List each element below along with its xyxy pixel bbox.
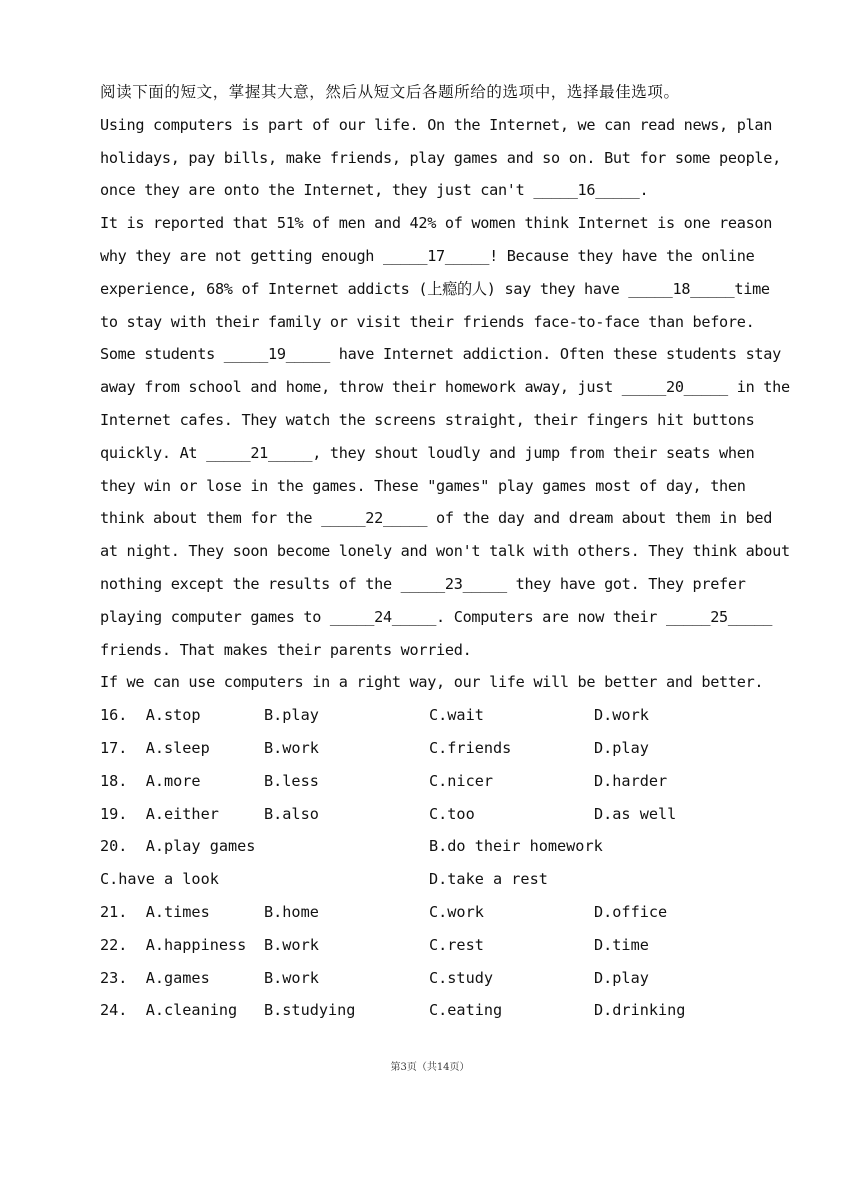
option-cell: B.also xyxy=(264,804,319,823)
option-cell: B.play xyxy=(264,706,319,725)
option-row xyxy=(100,962,765,995)
option-cell: B.less xyxy=(264,771,319,790)
instruction-text: 阅读下面的短文，掌握其大意，然后从短文后各题所给的选项中，选择最佳选项。 xyxy=(100,83,680,101)
option-cell: C.study xyxy=(429,968,494,987)
document-page xyxy=(100,76,790,1027)
option-cell: B.home xyxy=(264,902,319,921)
option-row xyxy=(100,863,765,896)
passage-line: think about them for the _____22_____ of the day and dream about them in bed xyxy=(100,509,773,528)
option-cell: B.work xyxy=(264,738,319,757)
passage-line: why they are not getting enough _____17_____! Because they have the online xyxy=(100,246,755,265)
passage-line: away from school and home, throw their homework away, just _____20_____ in the xyxy=(100,378,790,397)
option-cell: D.take a rest xyxy=(429,870,548,889)
option-cell: D.play xyxy=(594,968,649,987)
option-cell: D.harder xyxy=(594,771,668,790)
option-cell: 18. A.more xyxy=(100,771,201,790)
passage-line: Using computers is part of our life. On the Internet, we can read news, plan xyxy=(100,115,773,134)
option-cell: 17. A.sleep xyxy=(100,738,210,757)
passage xyxy=(100,109,790,699)
option-cell: D.office xyxy=(594,902,668,921)
option-row xyxy=(100,699,765,732)
passage-line: playing computer games to _____24_____. Computers are now their _____25_____ xyxy=(100,607,773,626)
option-cell: C.wait xyxy=(429,706,484,725)
option-row xyxy=(100,765,765,798)
option-row xyxy=(100,994,765,1027)
option-cell: 22. A.happiness xyxy=(100,935,247,954)
passage-line: holidays, pay bills, make friends, play games and so on. But for some people, xyxy=(100,148,781,167)
option-cell: C.have a look xyxy=(100,870,219,889)
option-row xyxy=(100,798,765,831)
option-cell: C.friends xyxy=(429,738,512,757)
option-cell: C.rest xyxy=(429,935,484,954)
option-cell: 19. A.either xyxy=(100,804,219,823)
option-cell: 23. A.games xyxy=(100,968,210,987)
option-cell: D.work xyxy=(594,706,649,725)
passage-line: Internet cafes. They watch the screens straight, their fingers hit buttons xyxy=(100,410,755,429)
option-cell: D.as well xyxy=(594,804,677,823)
option-cell: D.time xyxy=(594,935,649,954)
option-cell: C.too xyxy=(429,804,475,823)
option-cell: D.drinking xyxy=(594,1001,686,1020)
option-row xyxy=(100,830,765,863)
option-cell: B.studying xyxy=(264,1001,356,1020)
passage-line: friends. That makes their parents worried. xyxy=(100,640,472,659)
option-cell: B.do their homework xyxy=(429,837,603,856)
option-row xyxy=(100,929,765,962)
passage-line: nothing except the results of the _____23_____ they have got. They prefer xyxy=(100,574,746,593)
option-cell: 20. A.play games xyxy=(100,837,256,856)
options-list xyxy=(100,699,765,1027)
option-cell: 16. A.stop xyxy=(100,706,201,725)
passage-line: at night. They soon become lonely and won't talk with others. They think about xyxy=(100,542,790,561)
passage-line: quickly. At _____21_____, they shout loudly and jump from their seats when xyxy=(100,443,755,462)
passage-line: It is reported that 51% of men and 42% of women think Internet is one reason xyxy=(100,214,773,233)
passage-line: to stay with their family or visit their friends face-to-face than before. xyxy=(100,312,755,331)
option-cell: C.work xyxy=(429,902,484,921)
option-cell: 21. A.times xyxy=(100,902,210,921)
passage-line: they win or lose in the games. These "games" play games most of day, then xyxy=(100,476,746,495)
passage-line: Some students _____19_____ have Internet addiction. Often these students stay xyxy=(100,345,781,364)
option-cell: C.eating xyxy=(429,1001,503,1020)
option-cell: B.work xyxy=(264,935,319,954)
passage-line: If we can use computers in a right way, our life will be better and better. xyxy=(100,673,764,692)
option-cell: C.nicer xyxy=(429,771,494,790)
option-row xyxy=(100,732,765,765)
passage-line: once they are onto the Internet, they just can't _____16_____. xyxy=(100,181,649,200)
option-cell: D.play xyxy=(594,738,649,757)
option-cell: B.work xyxy=(264,968,319,987)
page-footer: 第3页（共14页） xyxy=(390,1062,470,1073)
option-row xyxy=(100,896,765,929)
option-cell: 24. A.cleaning xyxy=(100,1001,238,1020)
passage-line: experience, 68% of Internet addicts (上瘾的人) say they have _____18_____time xyxy=(100,279,770,298)
